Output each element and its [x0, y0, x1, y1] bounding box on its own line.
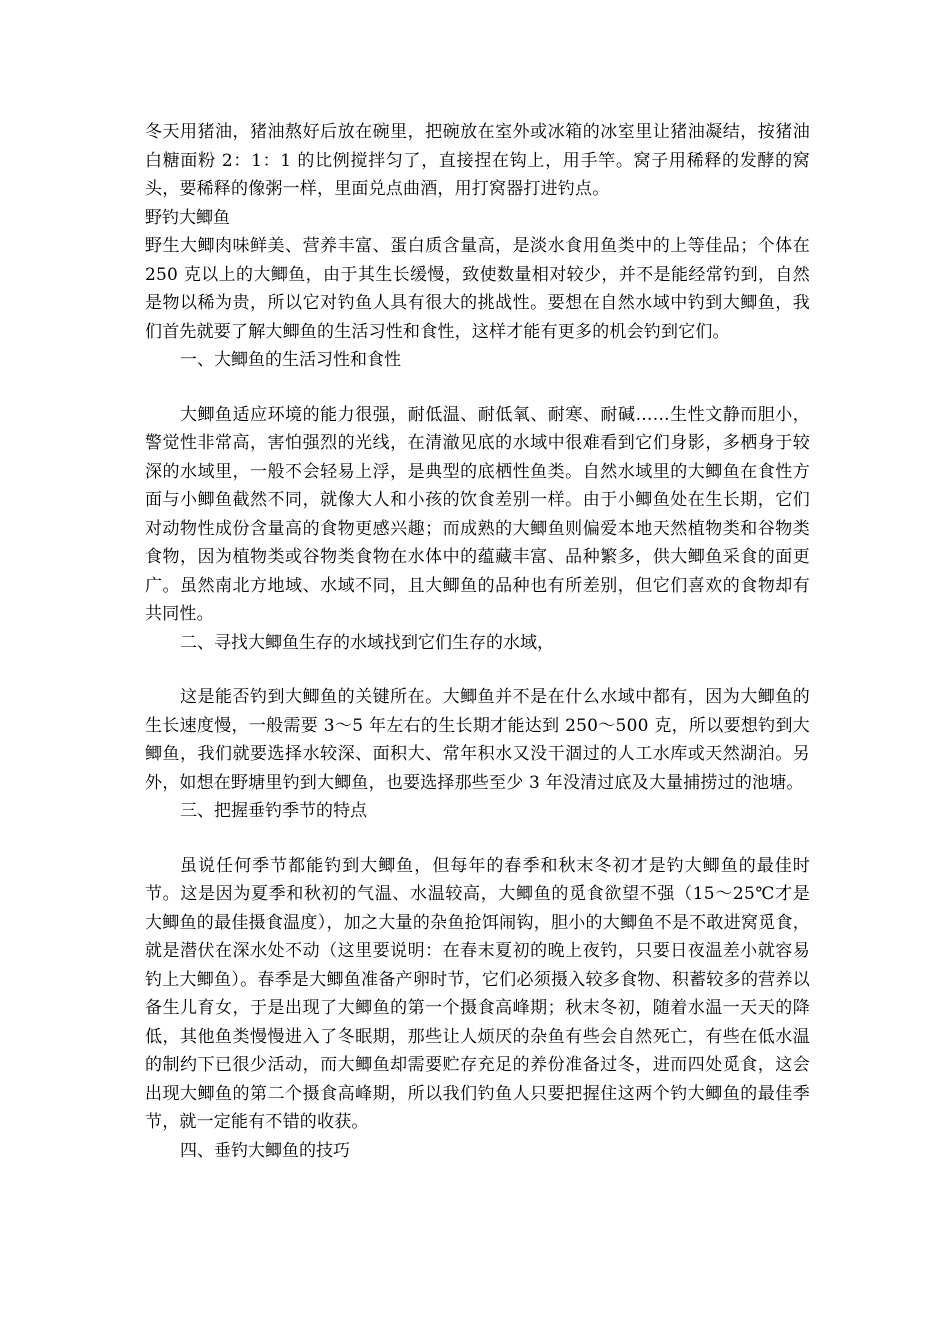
section-heading-3: 三、把握垂钓季节的特点	[180, 801, 367, 821]
document-body	[145, 118, 810, 1165]
section-body-3: 虽说任何季节都能钓到大鲫鱼，但每年的春季和秋末冬初才是钓大鲫鱼的最佳时节。这是因为夏季和秋初的气温、水温较高，大鲫鱼的觅食欲望不强（15～25℃才是大鲫鱼的最佳摄食温度），加之大量的杂鱼抢饵闹钩，胆小的大鲫鱼不是不敢进窝觅食，就是潜伏在深水处不动（这里要说明：在春末夏初的晚上夜钓，只要日夜温差小就容易钓上大鲫鱼）。春季是大鲫鱼准备产卵时节，它们必须摄入较多食物、积蓄较多的营养以备生儿育女，于是出现了大鲫鱼的第一个摄食高峰期；秋末冬初，随着水温一天天的降低，其他鱼类慢慢进入了冬眠期，那些让人烦厌的杂鱼有些会自然死亡，有些在低水温的制约下已很少活动，而大鲫鱼却需要贮存充足的养份准备过冬，进而四处觅食，这会出现大鲫鱼的第二个摄食高峰期，所以我们钓鱼人只要把握住这两个钓大鲫鱼的最佳季节，就一定能有不错的收获。	[145, 855, 810, 1132]
article-title: 野钓大鲫鱼	[145, 207, 230, 228]
section-body-2: 这是能否钓到大鲫鱼的关键所在。大鲫鱼并不是在什么水域中都有，因为大鲫鱼的生长速度慢，一般需要 3～5 年左右的生长期才能达到 250～500 克，所以要想钓到大鲫鱼，我们就要选择水较深、面积大、常年积水又没干涸过的人工水库或天然湖泊。另外，如想在野塘里钓到大鲫鱼，也要选择那些至少 3 年没清过底及大量捕捞过的池塘。	[145, 687, 810, 793]
section-heading-4: 四、垂钓大鲫鱼的技巧	[180, 1140, 350, 1161]
lead-paragraph: 野生大鲫肉味鲜美、营养丰富、蛋白质含量高，是淡水食用鱼类中的上等佳品；个体在 250 克以上的大鲫鱼，由于其生长缓慢，致使数量相对较少，并不是能经常钓到，自然是物以稀为贵，所以它对钓鱼人具有很大的挑战性。要想在自然水域中钓到大鲫鱼，我们首先就要了解大鲫鱼的生活习性和食性，这样才能有更多的机会钓到它们。	[145, 236, 810, 342]
section-body-1: 大鲫鱼适应环境的能力很强，耐低温、耐低氧、耐寒、耐碱……生性文静而胆小，警觉性非常高，害怕强烈的光线，在清澈见底的水域中很难看到它们身影，多栖身于较深的水域里，一般不会轻易上浮，是典型的底栖性鱼类。自然水域里的大鲫鱼在食性方面与小鲫鱼截然不同，就像大人和小孩的饮食差别一样。由于小鲫鱼处在生长期，它们对动物性成份含量高的食物更感兴趣；而成熟的大鲫鱼则偏爱本地天然植物类和谷物类食物，因为植物类或谷物类食物在水体中的蕴藏丰富、品种繁多，供大鲫鱼采食的面更广。虽然南北方地域、水域不同，且大鲫鱼的品种也有所差别，但它们喜欢的食物却有共同性。	[145, 404, 810, 624]
section-heading-1: 一、大鲫鱼的生活习性和食性	[180, 350, 401, 370]
intro-paragraph: 冬天用猪油，猪油熬好后放在碗里，把碗放在室外或冰箱的冰室里让猪油凝结，按猪油白糖面粉 2：1：1 的比例搅拌匀了，直接捏在钩上，用手竿。窝子用稀释的发酵的窝头，要稀释的像粥一样，里面兑点曲酒，用打窝器打进钓点。	[145, 122, 810, 199]
section-heading-2: 二、寻找大鲫鱼生存的水域找到它们生存的水域，	[180, 632, 554, 653]
